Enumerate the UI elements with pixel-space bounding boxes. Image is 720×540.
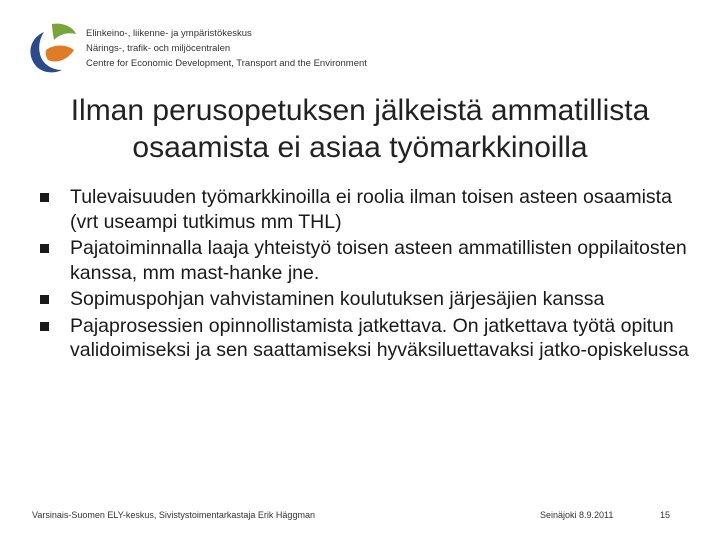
logo-orange-wave (46, 46, 74, 62)
title-line-1: Ilman perusopetuksen jälkeistä ammatillista (70, 94, 650, 127)
footer-page-number: 15 (660, 510, 671, 520)
bullet-text: Tulevaisuuden työmarkkinoilla ei roolia ilman toisen asteen osaamista (vrt useampi tutkimus mm THL) (70, 186, 672, 233)
organization-name (86, 26, 367, 71)
bullet-item (40, 314, 700, 363)
slide-title (20, 92, 700, 166)
bullet-square-icon (40, 193, 49, 202)
bullet-text: Sopimuspohjan vahvistaminen koulutuksen järjesäjien kanssa (70, 288, 605, 310)
bullet-square-icon (40, 322, 49, 331)
org-name-en: Centre for Economic Development, Transport and the Environment (86, 58, 367, 69)
bullet-square-icon (40, 244, 49, 253)
ely-logo (22, 20, 78, 76)
footer-date: Seinäjoki 8.9.2011 (540, 510, 614, 520)
bullet-item (40, 287, 700, 312)
org-name-sv: Närings-, trafik- och miljöcentralen (86, 43, 231, 54)
org-name-fi: Elinkeino-, liikenne- ja ympäristökeskus (86, 28, 252, 39)
logo-green-leaf (52, 24, 76, 40)
bullet-item (40, 236, 700, 285)
bullet-item (40, 185, 700, 234)
bullet-text: Pajaprosessien opinnollistamista jatkettava. On jatkettava työtä opitun validoimiseksi ja sen saattamiseksi hyväksiluettavaksi jatko-opiskelussa (70, 314, 689, 361)
title-line-2: osaamista ei asiaa työmarkkinoilla (132, 131, 588, 164)
footer-author: Varsinais-Suomen ELY-keskus, Sivistystoimentarkastaja Erik Häggman (32, 510, 315, 520)
bullet-text: Pajatoiminnalla laaja yhteistyö toisen asteen ammatillisten oppilaitosten kanssa, mm mast-hanke jne. (70, 237, 687, 284)
bullet-square-icon (40, 295, 49, 304)
bullet-list (40, 185, 700, 365)
